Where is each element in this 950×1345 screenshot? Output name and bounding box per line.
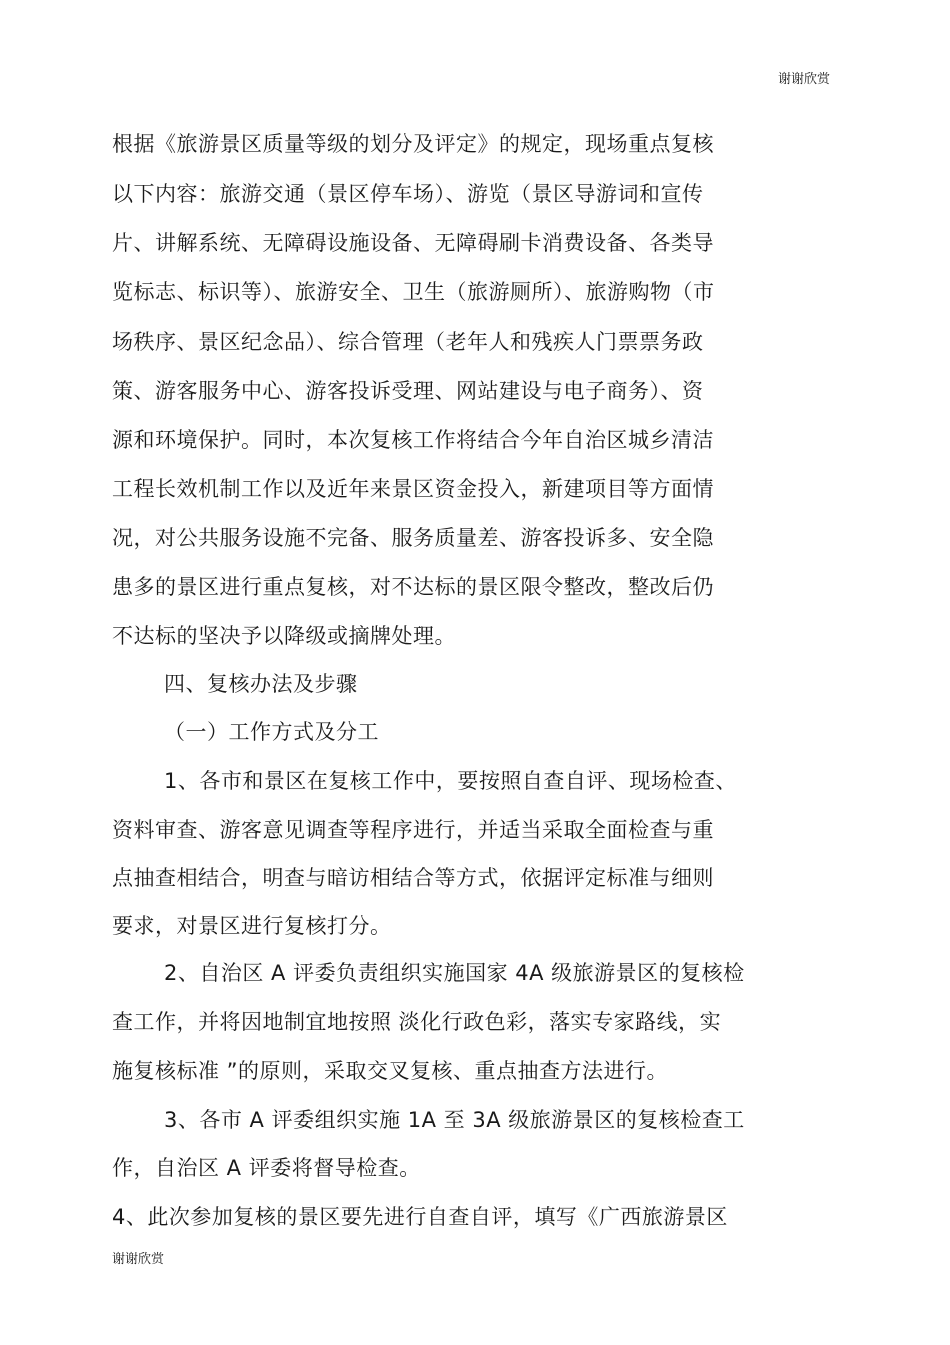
text-line: 况，对公共服务设施不完备、服务质量差、游客投诉多、安全隐	[112, 526, 714, 550]
header-note: 谢谢欣赏	[777, 72, 830, 87]
text-line: 场秩序、景区纪念品）、综合管理（老年人和残疾人门票票务政	[112, 330, 704, 354]
text-line: 片、讲解系统、无障碍设施设备、无障碍刷卡消费设备、各类导	[112, 231, 714, 255]
text-line: 工程长效机制工作以及近年来景区资金投入，新建项目等方面情	[112, 477, 714, 501]
text-line: 3、各市 A 评委组织实施 1A 至 3A 级旅游景区的复核检查工	[164, 1108, 745, 1132]
text-line: 要求，对景区进行复核打分。	[112, 914, 392, 938]
footer-note: 谢谢欣赏	[112, 1252, 165, 1267]
text-line: 4、此次参加复核的景区要先进行自查自评，填写《广西旅游景区	[112, 1205, 728, 1229]
text-line: 以下内容：旅游交通（景区停车场）、游览（景区导游词和宣传	[112, 182, 704, 206]
text-line: 作，自治区 A 评委将督导检查。	[112, 1156, 421, 1180]
text-line: 1、各市和景区在复核工作中，要按照自查自评、现场检查、	[164, 769, 737, 793]
text-line: 资料审查、游客意见调查等程序进行，并适当采取全面检查与重	[112, 818, 714, 842]
text-line: 点抽查相结合，明查与暗访相结合等方式，依据评定标准与细则	[112, 866, 714, 890]
text-line: 施复核标准 ”的原则，采取交叉复核、重点抽查方法进行。	[112, 1059, 669, 1083]
subsection-heading: （一）工作方式及分工	[164, 720, 379, 744]
text-line: 不达标的坚决予以降级或摘牌处理。	[112, 624, 456, 648]
text-line: 根据《旅游景区质量等级的划分及评定》的规定，现场重点复核	[112, 132, 714, 156]
text-line: 览标志、标识等）、旅游安全、卫生（旅游厕所）、旅游购物（市	[112, 280, 715, 304]
text-line: 患多的景区进行重点复核，对不达标的景区限令整改，整改后仍	[112, 575, 714, 599]
section-heading: 四、复核办法及步骤	[164, 672, 358, 696]
text-line: 查工作，并将因地制宜地按照 淡化行政色彩，落实专家路线，实	[112, 1010, 722, 1034]
text-line: 2、自治区 A 评委负责组织实施国家 4A 级旅游景区的复核检	[164, 961, 745, 985]
text-line: 策、游客服务中心、游客投诉受理、网站建设与电子商务）、资	[112, 379, 704, 403]
text-line: 源和环境保护。同时，本次复核工作将结合今年自治区城乡清洁	[112, 428, 714, 452]
